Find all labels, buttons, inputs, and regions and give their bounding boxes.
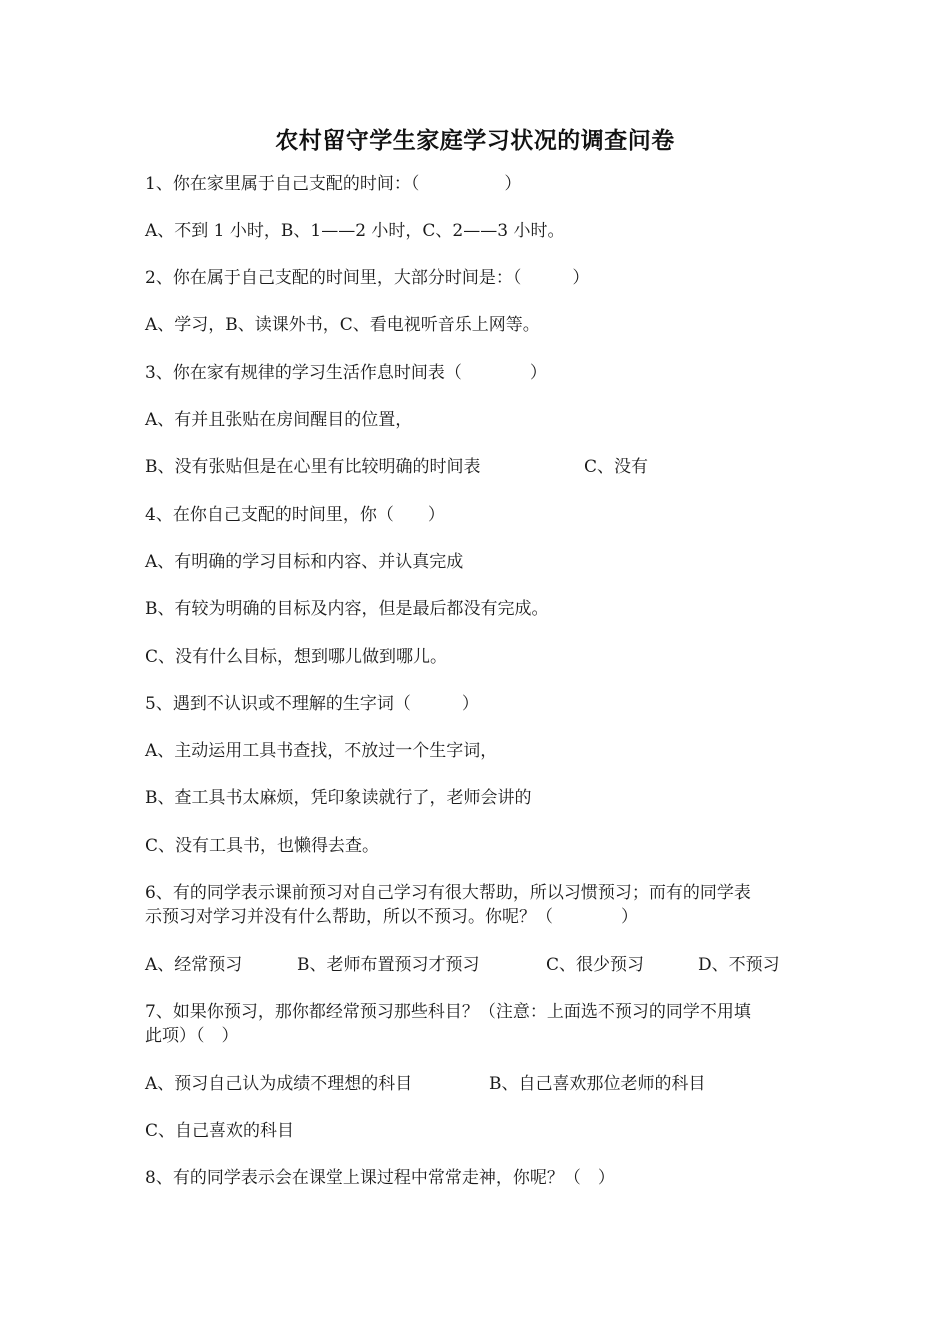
question-7-option-a: A、预习自己认为成绩不理想的科目 [145, 1074, 413, 1094]
question-3-option-a: A、有并且张贴在房间醒目的位置， [145, 410, 413, 430]
question-3-option-b: B、没有张贴但是在心里有比较明确的时间表 [145, 457, 481, 477]
question-1-options: A、不到 1 小时，B、1——2 小时，C、2——3 小时。 [145, 221, 565, 241]
question-4: 4、在你自己支配的时间里，你（ ） [145, 505, 445, 525]
question-6-option-b: B、老师布置预习才预习 [297, 955, 480, 975]
question-4-option-b: B、有较为明确的目标及内容，但是最后都没有完成。 [145, 599, 549, 619]
question-7-line-2: 此项）（ ） [145, 1026, 239, 1046]
question-4-option-a: A、有明确的学习目标和内容、并认真完成 [145, 552, 464, 572]
question-5: 5、遇到不认识或不理解的生字词（ ） [145, 694, 479, 714]
question-6-option-c: C、很少预习 [546, 955, 645, 975]
question-2-options: A、学习，B、读课外书，C、看电视听音乐上网等。 [145, 315, 540, 335]
question-6-line-2: 示预习对学习并没有什么帮助，所以不预习。你呢？（ ） [145, 907, 638, 927]
question-6-line-1: 6、有的同学表示课前预习对自己学习有很大帮助，所以习惯预习；而有的同学表 [145, 883, 751, 903]
question-3-option-c: C、没有 [584, 457, 649, 477]
question-2: 2、你在属于自己支配的时间里，大部分时间是：（ ） [145, 268, 590, 288]
question-4-option-c: C、没有什么目标，想到哪儿做到哪儿。 [145, 647, 448, 667]
question-6-option-d: D、不预习 [698, 955, 780, 975]
question-5-option-c: C、没有工具书，也懒得去查。 [145, 836, 380, 856]
question-6-option-a: A、经常预习 [145, 955, 243, 975]
question-5-option-b: B、查工具书太麻烦，凭印象读就行了，老师会讲的 [145, 788, 532, 808]
page-title: 农村留守学生家庭学习状况的调查问卷 [275, 127, 675, 154]
question-7-option-c: C、自己喜欢的科目 [145, 1121, 295, 1141]
question-1: 1、你在家里属于自己支配的时间：（ ） [145, 174, 522, 194]
question-7-line-1: 7、如果你预习，那你都经常预习那些科目？（注意：上面选不预习的同学不用填 [145, 1002, 751, 1022]
question-3: 3、你在家有规律的学习生活作息时间表（ ） [145, 363, 547, 383]
question-5-option-a: A、主动运用工具书查找，不放过一个生字词， [145, 741, 498, 761]
question-8: 8、有的同学表示会在课堂上课过程中常常走神，你呢？（ ） [145, 1168, 615, 1188]
question-7-option-b: B、自己喜欢那位老师的科目 [489, 1074, 706, 1094]
